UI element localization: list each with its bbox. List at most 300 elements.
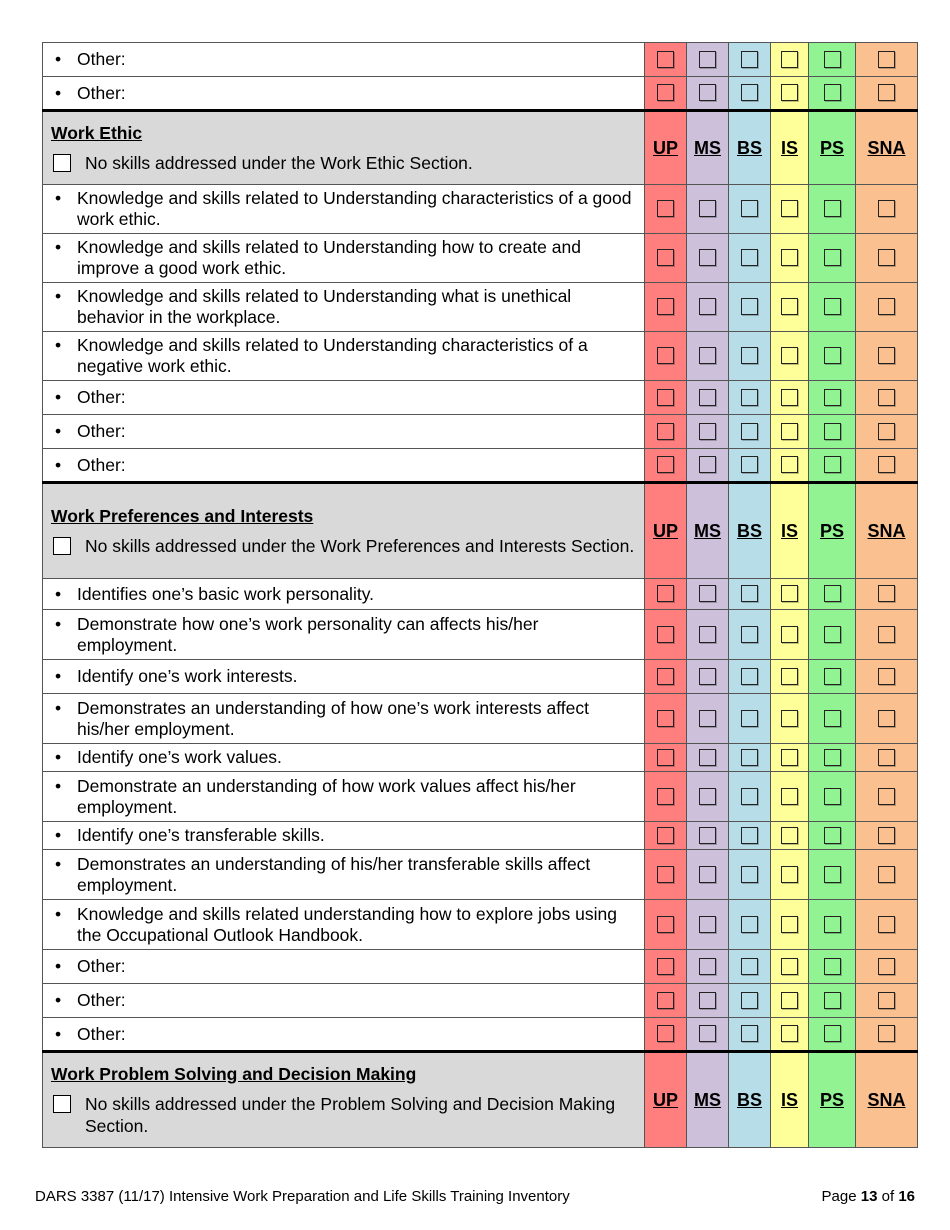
- rating-checkbox-bs[interactable]: [741, 827, 758, 844]
- rating-checkbox-ps[interactable]: [824, 992, 841, 1009]
- rating-cell-up: [645, 283, 687, 332]
- rating-checkbox-up[interactable]: [657, 710, 674, 727]
- rating-cell-is: [771, 43, 809, 77]
- rating-checkbox-is[interactable]: [781, 298, 798, 315]
- rating-cell-ms: [687, 984, 729, 1018]
- bullet-icon: •: [55, 583, 62, 604]
- rating-checkbox-up[interactable]: [657, 389, 674, 406]
- rating-cell-sna: [856, 694, 918, 744]
- rating-checkbox-sna[interactable]: [878, 827, 895, 844]
- rating-cell-sna: [856, 234, 918, 283]
- rating-checkbox-up[interactable]: [657, 866, 674, 883]
- rating-checkbox-ps[interactable]: [824, 1025, 841, 1042]
- rating-cell-is: [771, 1018, 809, 1052]
- rating-checkbox-is[interactable]: [781, 710, 798, 727]
- column-header-is: IS: [771, 483, 809, 579]
- rating-checkbox-ps[interactable]: [824, 626, 841, 643]
- rating-cell-ms: [687, 449, 729, 483]
- skill-text: Other:: [77, 387, 126, 407]
- rating-cell-ms: [687, 332, 729, 381]
- bullet-icon: •: [55, 188, 62, 208]
- rating-cell-is: [771, 381, 809, 415]
- no-skills-checkbox[interactable]: [53, 1095, 71, 1113]
- rating-checkbox-ps[interactable]: [824, 788, 841, 805]
- rating-checkbox-sna[interactable]: [878, 456, 895, 473]
- rating-cell-is: [771, 822, 809, 850]
- rating-checkbox-is[interactable]: [781, 347, 798, 364]
- rating-checkbox-up[interactable]: [657, 84, 674, 101]
- rating-cell-ms: [687, 381, 729, 415]
- bullet-icon: •: [55, 903, 62, 924]
- rating-checkbox-up[interactable]: [657, 456, 674, 473]
- rating-cell-bs: [729, 984, 771, 1018]
- rating-checkbox-is[interactable]: [781, 51, 798, 68]
- rating-cell-up: [645, 185, 687, 234]
- rating-cell-up: [645, 660, 687, 694]
- skill-text: Knowledge and skills related to Understanding what is unethical behavior in the workplace.: [77, 286, 572, 327]
- rating-checkbox-sna[interactable]: [878, 916, 895, 933]
- bullet-icon: •: [55, 237, 62, 257]
- skill-description: [43, 415, 645, 449]
- rating-checkbox-sna[interactable]: [878, 585, 895, 602]
- rating-cell-ps: [809, 332, 856, 381]
- rating-checkbox-ps[interactable]: [824, 710, 841, 727]
- rating-cell-sna: [856, 900, 918, 950]
- rating-cell-ps: [809, 449, 856, 483]
- rating-cell-bs: [729, 43, 771, 77]
- rating-checkbox-sna[interactable]: [878, 249, 895, 266]
- rating-cell-is: [771, 850, 809, 900]
- rating-checkbox-up[interactable]: [657, 958, 674, 975]
- rating-cell-sna: [856, 43, 918, 77]
- rating-checkbox-up[interactable]: [657, 788, 674, 805]
- rating-cell-up: [645, 822, 687, 850]
- rating-checkbox-is[interactable]: [781, 866, 798, 883]
- rating-cell-bs: [729, 449, 771, 483]
- rating-checkbox-sna[interactable]: [878, 389, 895, 406]
- skill-text: Demonstrate an understanding of how work values affect his/her employment.: [77, 775, 576, 817]
- rating-checkbox-ps[interactable]: [824, 585, 841, 602]
- column-header-up: UP: [645, 111, 687, 185]
- rating-cell-sna: [856, 984, 918, 1018]
- column-header-sna: SNA: [856, 1052, 918, 1148]
- rating-checkbox-ps[interactable]: [824, 200, 841, 217]
- rating-cell-sna: [856, 332, 918, 381]
- rating-checkbox-ms[interactable]: [699, 827, 716, 844]
- skill-row: [43, 950, 918, 984]
- bullet-icon: •: [55, 387, 62, 407]
- skill-text: Other:: [77, 49, 126, 69]
- rating-cell-sna: [856, 77, 918, 111]
- rating-checkbox-sna[interactable]: [878, 423, 895, 440]
- bullet-icon: •: [55, 49, 62, 69]
- column-header-ps: PS: [809, 1052, 856, 1148]
- rating-checkbox-bs[interactable]: [741, 585, 758, 602]
- rating-cell-ps: [809, 381, 856, 415]
- rating-cell-is: [771, 449, 809, 483]
- rating-checkbox-is[interactable]: [781, 916, 798, 933]
- skill-row: [43, 900, 918, 950]
- skill-text: Knowledge and skills related to Understanding characteristics of a negative work ethic.: [77, 335, 588, 376]
- rating-checkbox-sna[interactable]: [878, 749, 895, 766]
- rating-checkbox-ms[interactable]: [699, 298, 716, 315]
- no-skills-label: No skills addressed under the Work Preferences and Interests Section.: [85, 536, 635, 556]
- rating-checkbox-is[interactable]: [781, 788, 798, 805]
- bullet-icon: •: [55, 853, 62, 874]
- bullet-icon: •: [55, 421, 62, 441]
- rating-cell-up: [645, 415, 687, 449]
- no-skills-option: [51, 152, 638, 174]
- rating-checkbox-up[interactable]: [657, 916, 674, 933]
- rating-checkbox-ms[interactable]: [699, 585, 716, 602]
- rating-checkbox-is[interactable]: [781, 249, 798, 266]
- skill-description: [43, 822, 645, 850]
- skill-description: [43, 77, 645, 111]
- rating-checkbox-is[interactable]: [781, 389, 798, 406]
- rating-checkbox-ps[interactable]: [824, 958, 841, 975]
- rating-checkbox-bs[interactable]: [741, 992, 758, 1009]
- rating-checkbox-is[interactable]: [781, 827, 798, 844]
- rating-checkbox-up[interactable]: [657, 827, 674, 844]
- rating-checkbox-ps[interactable]: [824, 749, 841, 766]
- skill-row: [43, 332, 918, 381]
- rating-cell-sna: [856, 610, 918, 660]
- rating-cell-bs: [729, 610, 771, 660]
- section-header: [43, 483, 645, 579]
- rating-checkbox-bs[interactable]: [741, 1025, 758, 1042]
- rating-cell-ps: [809, 694, 856, 744]
- skill-row: [43, 694, 918, 744]
- rating-checkbox-bs[interactable]: [741, 456, 758, 473]
- rating-checkbox-ms[interactable]: [699, 749, 716, 766]
- rating-cell-sna: [856, 850, 918, 900]
- rating-checkbox-ps[interactable]: [824, 347, 841, 364]
- rating-cell-bs: [729, 744, 771, 772]
- rating-checkbox-ms[interactable]: [699, 626, 716, 643]
- column-header-ms: MS: [687, 483, 729, 579]
- rating-cell-is: [771, 332, 809, 381]
- skill-row: [43, 579, 918, 610]
- no-skills-checkbox[interactable]: [53, 154, 71, 172]
- section-header: [43, 1052, 645, 1148]
- skill-row: [43, 43, 918, 77]
- rating-checkbox-up[interactable]: [657, 423, 674, 440]
- rating-cell-ps: [809, 660, 856, 694]
- rating-cell-bs: [729, 1018, 771, 1052]
- rating-checkbox-bs[interactable]: [741, 749, 758, 766]
- rating-checkbox-ms[interactable]: [699, 84, 716, 101]
- rating-checkbox-up[interactable]: [657, 249, 674, 266]
- skill-description: [43, 984, 645, 1018]
- rating-cell-is: [771, 984, 809, 1018]
- bullet-icon: •: [55, 454, 62, 475]
- rating-cell-ms: [687, 660, 729, 694]
- rating-checkbox-up[interactable]: [657, 298, 674, 315]
- rating-checkbox-ps[interactable]: [824, 423, 841, 440]
- page-number: Page 13 of 16: [821, 1188, 915, 1205]
- skill-description: [43, 900, 645, 950]
- rating-checkbox-bs[interactable]: [741, 200, 758, 217]
- no-skills-label: No skills addressed under the Work Ethic Section.: [85, 153, 473, 173]
- rating-checkbox-bs[interactable]: [741, 916, 758, 933]
- rating-checkbox-is[interactable]: [781, 749, 798, 766]
- rating-checkbox-ms[interactable]: [699, 668, 716, 685]
- rating-checkbox-ps[interactable]: [824, 389, 841, 406]
- rating-cell-bs: [729, 234, 771, 283]
- rating-checkbox-up[interactable]: [657, 1025, 674, 1042]
- rating-cell-ps: [809, 1018, 856, 1052]
- rating-checkbox-sna[interactable]: [878, 298, 895, 315]
- rating-checkbox-is[interactable]: [781, 1025, 798, 1042]
- rating-checkbox-ps[interactable]: [824, 668, 841, 685]
- skill-row: [43, 415, 918, 449]
- section-title: Work Ethic: [51, 123, 143, 143]
- rating-cell-bs: [729, 694, 771, 744]
- rating-cell-bs: [729, 850, 771, 900]
- rating-cell-bs: [729, 415, 771, 449]
- column-header-ps: PS: [809, 483, 856, 579]
- skill-description: [43, 694, 645, 744]
- rating-cell-ps: [809, 984, 856, 1018]
- rating-cell-bs: [729, 660, 771, 694]
- rating-checkbox-up[interactable]: [657, 585, 674, 602]
- rating-checkbox-sna[interactable]: [878, 992, 895, 1009]
- rating-checkbox-ms[interactable]: [699, 249, 716, 266]
- rating-checkbox-sna[interactable]: [878, 347, 895, 364]
- column-header-sna: SNA: [856, 111, 918, 185]
- rating-checkbox-bs[interactable]: [741, 84, 758, 101]
- rating-checkbox-ps[interactable]: [824, 51, 841, 68]
- rating-cell-ms: [687, 43, 729, 77]
- rating-checkbox-ps[interactable]: [824, 249, 841, 266]
- skill-text: Demonstrates an understanding of his/her transferable skills affect employment.: [77, 853, 591, 895]
- skill-text: Identify one’s work values.: [77, 747, 282, 767]
- rating-checkbox-bs[interactable]: [741, 626, 758, 643]
- rating-checkbox-ms[interactable]: [699, 347, 716, 364]
- rating-cell-ps: [809, 77, 856, 111]
- rating-checkbox-up[interactable]: [657, 347, 674, 364]
- rating-checkbox-sna[interactable]: [878, 1025, 895, 1042]
- rating-cell-up: [645, 772, 687, 822]
- skill-text: Other:: [77, 82, 126, 103]
- rating-checkbox-up[interactable]: [657, 51, 674, 68]
- rating-checkbox-bs[interactable]: [741, 958, 758, 975]
- rating-cell-up: [645, 744, 687, 772]
- rating-cell-is: [771, 660, 809, 694]
- rating-checkbox-ps[interactable]: [824, 827, 841, 844]
- rating-cell-bs: [729, 900, 771, 950]
- bullet-icon: •: [55, 1023, 62, 1044]
- rating-checkbox-is[interactable]: [781, 423, 798, 440]
- bullet-icon: •: [55, 335, 62, 355]
- column-header-bs: BS: [729, 483, 771, 579]
- rating-checkbox-ps[interactable]: [824, 916, 841, 933]
- rating-checkbox-sna[interactable]: [878, 710, 895, 727]
- rating-cell-up: [645, 950, 687, 984]
- rating-checkbox-ms[interactable]: [699, 423, 716, 440]
- rating-cell-up: [645, 579, 687, 610]
- rating-checkbox-bs[interactable]: [741, 788, 758, 805]
- section-header: [43, 111, 645, 185]
- rating-checkbox-is[interactable]: [781, 200, 798, 217]
- rating-checkbox-bs[interactable]: [741, 298, 758, 315]
- bullet-icon: •: [55, 775, 62, 796]
- rating-cell-up: [645, 234, 687, 283]
- section-title: Work Preferences and Interests: [51, 506, 314, 526]
- rating-cell-ms: [687, 579, 729, 610]
- rating-checkbox-ms[interactable]: [699, 389, 716, 406]
- rating-cell-up: [645, 77, 687, 111]
- rating-checkbox-up[interactable]: [657, 992, 674, 1009]
- rating-cell-ms: [687, 744, 729, 772]
- rating-cell-ms: [687, 694, 729, 744]
- rating-checkbox-is[interactable]: [781, 668, 798, 685]
- skill-description: [43, 43, 645, 77]
- rating-checkbox-is[interactable]: [781, 585, 798, 602]
- skill-text: Knowledge and skills related to Understanding how to create and improve a good work ethic.: [77, 237, 581, 278]
- rating-checkbox-bs[interactable]: [741, 668, 758, 685]
- rating-checkbox-sna[interactable]: [878, 626, 895, 643]
- rating-checkbox-ms[interactable]: [699, 992, 716, 1009]
- rating-cell-ms: [687, 610, 729, 660]
- bullet-icon: •: [55, 956, 62, 976]
- skill-description: [43, 772, 645, 822]
- rating-checkbox-bs[interactable]: [741, 347, 758, 364]
- skill-row: [43, 449, 918, 483]
- rating-checkbox-bs[interactable]: [741, 249, 758, 266]
- skill-text: Other:: [77, 421, 126, 441]
- rating-checkbox-up[interactable]: [657, 749, 674, 766]
- skill-text: Identify one’s transferable skills.: [77, 825, 325, 845]
- skill-row: [43, 381, 918, 415]
- section-header-row: [43, 483, 918, 579]
- rating-checkbox-ms[interactable]: [699, 866, 716, 883]
- rating-cell-ps: [809, 283, 856, 332]
- rating-cell-up: [645, 900, 687, 950]
- skill-description: [43, 610, 645, 660]
- rating-checkbox-sna[interactable]: [878, 788, 895, 805]
- rating-checkbox-bs[interactable]: [741, 866, 758, 883]
- skill-text: Identify one’s work interests.: [77, 666, 298, 686]
- skill-row: [43, 234, 918, 283]
- rating-checkbox-ms[interactable]: [699, 788, 716, 805]
- rating-cell-bs: [729, 950, 771, 984]
- skill-row: [43, 185, 918, 234]
- skill-text: Identifies one’s basic work personality.: [77, 583, 375, 604]
- rating-checkbox-sna[interactable]: [878, 958, 895, 975]
- rating-cell-ps: [809, 185, 856, 234]
- rating-cell-ms: [687, 900, 729, 950]
- rating-cell-ms: [687, 1018, 729, 1052]
- rating-cell-ps: [809, 610, 856, 660]
- rating-checkbox-sna[interactable]: [878, 200, 895, 217]
- rating-checkbox-sna[interactable]: [878, 84, 895, 101]
- rating-cell-up: [645, 610, 687, 660]
- skills-inventory-table: [42, 42, 918, 1148]
- rating-checkbox-ps[interactable]: [824, 298, 841, 315]
- column-header-sna: SNA: [856, 483, 918, 579]
- rating-cell-ms: [687, 950, 729, 984]
- rating-checkbox-sna[interactable]: [878, 866, 895, 883]
- rating-cell-sna: [856, 415, 918, 449]
- skill-row: [43, 772, 918, 822]
- rating-cell-is: [771, 900, 809, 950]
- column-header-up: UP: [645, 1052, 687, 1148]
- rating-checkbox-ms[interactable]: [699, 916, 716, 933]
- rating-checkbox-up[interactable]: [657, 626, 674, 643]
- skill-text: Other:: [77, 454, 126, 475]
- rating-cell-is: [771, 744, 809, 772]
- rating-checkbox-up[interactable]: [657, 668, 674, 685]
- rating-cell-ps: [809, 234, 856, 283]
- rating-checkbox-ps[interactable]: [824, 456, 841, 473]
- rating-cell-sna: [856, 744, 918, 772]
- rating-cell-sna: [856, 381, 918, 415]
- rating-checkbox-ps[interactable]: [824, 84, 841, 101]
- no-skills-label: No skills addressed under the Problem Solving and Decision Making Section.: [85, 1094, 616, 1136]
- rating-cell-ms: [687, 850, 729, 900]
- section-title: Work Problem Solving and Decision Making: [51, 1064, 417, 1084]
- rating-cell-bs: [729, 77, 771, 111]
- rating-checkbox-is[interactable]: [781, 958, 798, 975]
- column-header-bs: BS: [729, 111, 771, 185]
- bullet-icon: •: [55, 697, 62, 718]
- rating-cell-sna: [856, 950, 918, 984]
- skill-description: [43, 234, 645, 283]
- rating-checkbox-is[interactable]: [781, 456, 798, 473]
- skill-row: [43, 1018, 918, 1052]
- rating-checkbox-ms[interactable]: [699, 1025, 716, 1042]
- rating-checkbox-sna[interactable]: [878, 668, 895, 685]
- skill-row: [43, 984, 918, 1018]
- rating-checkbox-bs[interactable]: [741, 389, 758, 406]
- no-skills-checkbox[interactable]: [53, 537, 71, 555]
- bullet-icon: •: [55, 286, 62, 306]
- skill-description: [43, 1018, 645, 1052]
- skill-row: [43, 283, 918, 332]
- rating-checkbox-bs[interactable]: [741, 423, 758, 440]
- no-skills-option: [51, 1093, 638, 1137]
- rating-cell-ps: [809, 772, 856, 822]
- rating-cell-is: [771, 234, 809, 283]
- rating-checkbox-ms[interactable]: [699, 958, 716, 975]
- rating-checkbox-is[interactable]: [781, 626, 798, 643]
- rating-checkbox-ms[interactable]: [699, 200, 716, 217]
- rating-checkbox-ms[interactable]: [699, 456, 716, 473]
- rating-checkbox-ms[interactable]: [699, 51, 716, 68]
- rating-cell-ms: [687, 77, 729, 111]
- rating-checkbox-bs[interactable]: [741, 51, 758, 68]
- rating-cell-ps: [809, 900, 856, 950]
- rating-cell-ms: [687, 772, 729, 822]
- rating-cell-sna: [856, 579, 918, 610]
- rating-cell-ps: [809, 950, 856, 984]
- column-header-ms: MS: [687, 111, 729, 185]
- rating-checkbox-ms[interactable]: [699, 710, 716, 727]
- rating-cell-sna: [856, 449, 918, 483]
- rating-cell-is: [771, 694, 809, 744]
- skill-row: [43, 610, 918, 660]
- skill-row: [43, 660, 918, 694]
- rating-cell-sna: [856, 185, 918, 234]
- rating-checkbox-sna[interactable]: [878, 51, 895, 68]
- rating-cell-is: [771, 77, 809, 111]
- rating-checkbox-is[interactable]: [781, 992, 798, 1009]
- rating-checkbox-bs[interactable]: [741, 710, 758, 727]
- rating-checkbox-ps[interactable]: [824, 866, 841, 883]
- rating-checkbox-is[interactable]: [781, 84, 798, 101]
- rating-checkbox-up[interactable]: [657, 200, 674, 217]
